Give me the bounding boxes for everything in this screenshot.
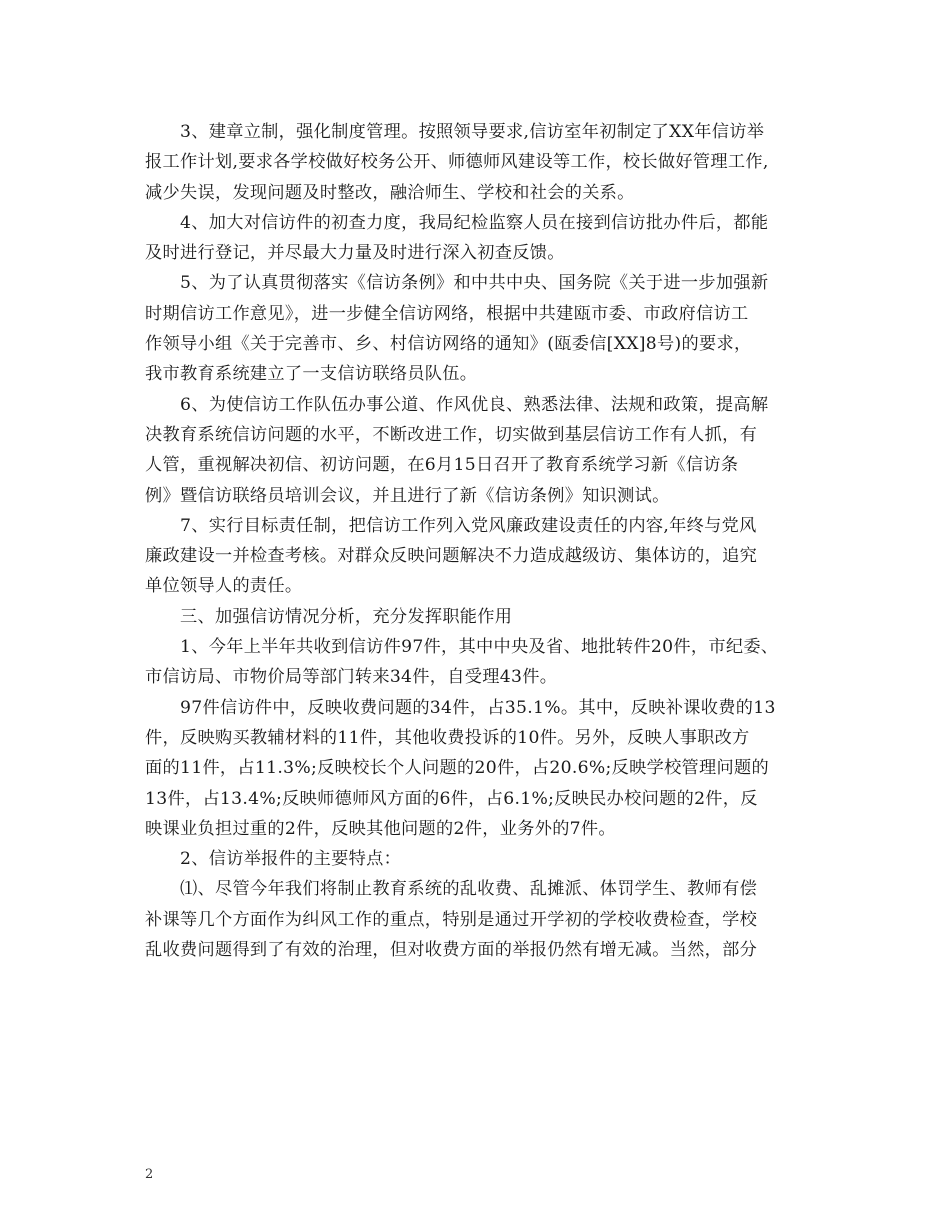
- text-line: 13件，占13.4%;反映师德师风方面的6件，占6.1%;反映民办校问题的2件，反: [145, 788, 758, 809]
- text-line: ⑴、尽管今年我们将制止教育系统的乱收费、乱摊派、体罚学生、教师有偿: [180, 879, 758, 900]
- text-line: 作领导小组《关于完善市、乡、村信访网络的通知》(瓯委信[XX]8号)的要求，: [145, 334, 752, 355]
- text-line: 1、今年上半年共收到信访件97件，其中中央及省、地批转件20件，市纪委、: [180, 637, 779, 658]
- paragraph-team-training: [145, 390, 815, 511]
- text-line: 决教育系统信访问题的水平，不断改进工作，切实做到基层信访工作有人抓，有: [145, 424, 758, 445]
- text-line: 我市教育系统建立了一支信访联络员队伍。: [145, 364, 478, 385]
- text-line: 件，反映购买教辅材料的11件，其他收费投诉的10件。另外，反映人事职改方: [145, 727, 750, 748]
- text-line: 4、加大对信访件的初查力度，我局纪检监察人员在接到信访批办件后，都能: [180, 212, 769, 233]
- text-line: 报工作计划,要求各学校做好校务公开、师德师风建设等工作，校长做好管理工作,: [145, 152, 769, 173]
- document-body: [145, 117, 815, 965]
- text-line: 减少失误，发现问题及时整改，融洽师生、学校和社会的关系。: [145, 182, 635, 203]
- text-line: 市信访局、市物价局等部门转来34件，自受理43件。: [145, 667, 558, 688]
- text-line: 补课等几个方面作为纠风工作的重点，特别是通过开学初的学校收费检查，学校: [145, 909, 758, 930]
- text-line: 面的11件，占11.3%;反映校长个人问题的20件，占20.6%;反映学校管理问题的: [145, 758, 770, 779]
- text-line: 2、信访举报件的主要特点：: [180, 849, 402, 870]
- paragraph-initial-investigation: [145, 208, 815, 269]
- text-line: 7、实行目标责任制，把信访工作列入党风廉政建设责任的内容,年终与党风: [180, 515, 757, 536]
- paragraph-rules-system: [145, 117, 815, 208]
- subsection-heading: [145, 844, 815, 874]
- text-line: 映课业负担过重的2件，反映其他问题的2件，业务外的7件。: [145, 818, 616, 839]
- text-line: 5、为了认真贯彻落实《信访条例》和中共中央、国务院《关于进一步加强新: [180, 273, 769, 294]
- text-line: 乱收费问题得到了有效的治理，但对收费方面的举报仍然有增无减。当然，部分: [145, 940, 758, 961]
- page-number: 2: [145, 1167, 154, 1182]
- text-line: 及时进行登记，并尽最大力量及时进行深入初查反馈。: [145, 243, 565, 264]
- paragraph-fee-complaints: [145, 874, 815, 965]
- paragraph-petition-breakdown: [145, 693, 815, 844]
- text-line: 三、加强信访情况分析，充分发挥职能作用: [180, 606, 513, 627]
- paragraph-petition-network: [145, 268, 815, 389]
- paragraph-petition-count: [145, 632, 815, 693]
- text-line: 97件信访件中，反映收费问题的34件，占35.1%。其中，反映补课收费的13: [180, 697, 776, 718]
- text-line: 3、建章立制，强化制度管理。按照领导要求,信访室年初制定了XX年信访举: [180, 122, 765, 142]
- paragraph-responsibility-system: [145, 511, 815, 602]
- text-line: 6、为使信访工作队伍办事公道、作风优良、熟悉法律、法规和政策，提高解: [180, 394, 769, 415]
- text-line: 单位领导人的责任。: [145, 576, 303, 597]
- text-line: 例》暨信访联络员培训会议，并且进行了新《信访条例》知识测试。: [145, 485, 670, 506]
- text-line: 廉政建设一并检查考核。对群众反映问题解决不力造成越级访、集体访的，追究: [145, 546, 758, 567]
- section-heading: [145, 602, 815, 632]
- text-line: 时期信访工作意见》，进一步健全信访网络，根据中共建瓯市委、市政府信访工: [145, 303, 749, 324]
- text-line: 人管，重视解决初信、初访问题，在6月15日召开了教育系统学习新《信访条: [145, 455, 739, 476]
